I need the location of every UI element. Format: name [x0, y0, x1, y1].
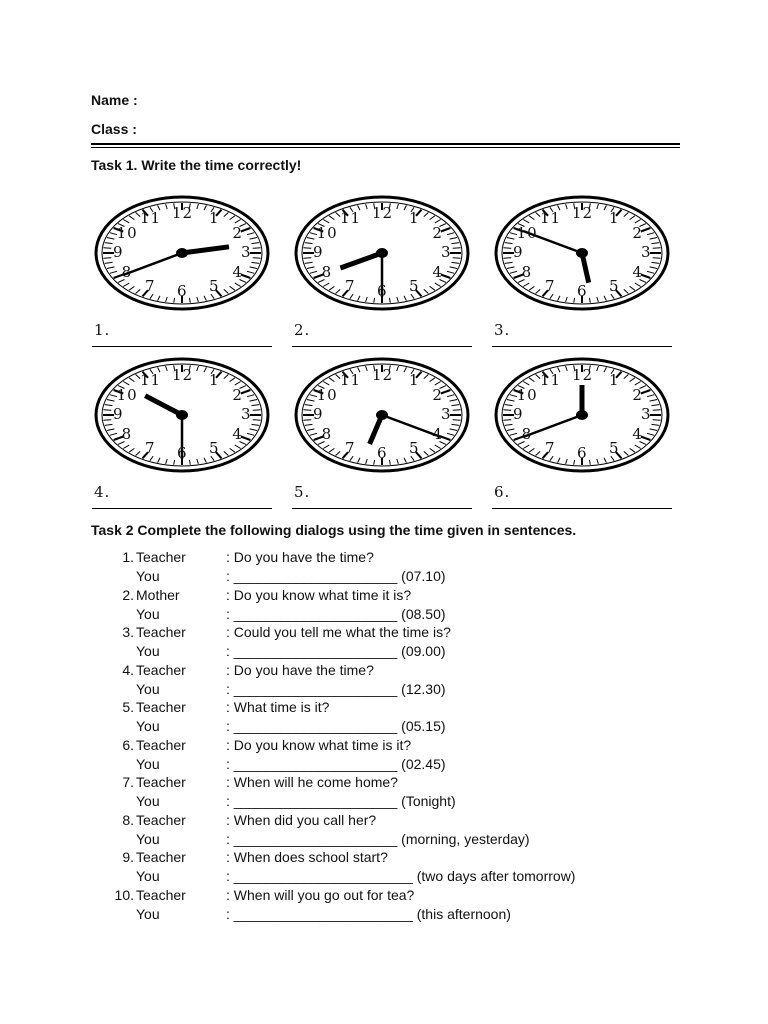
dial-number: 1	[409, 371, 420, 390]
dialog-speaker: Teacher	[136, 849, 186, 865]
clock-4	[92, 357, 272, 501]
dialog-reply-blank: : _______________________ (two days after tomorrow)	[226, 868, 576, 884]
dial-number: 12	[572, 204, 594, 222]
clock-2	[292, 195, 472, 339]
dial-number: 10	[316, 385, 338, 404]
dial-number: 5	[209, 438, 220, 457]
dialog-reply-blank: : _____________________ (07.10)	[226, 568, 446, 584]
dial-number: 2	[632, 223, 643, 242]
dial-number: 9	[513, 405, 524, 423]
dialog-number: 3.	[122, 624, 134, 640]
dialog-question: : Do you know what time is it?	[226, 736, 412, 753]
dial-number: 5	[609, 276, 620, 295]
dial-number: 4	[632, 424, 643, 443]
dial-number: 9	[113, 243, 124, 261]
dialog-reply-speaker: You	[136, 568, 160, 584]
dial-number: 6	[377, 282, 388, 300]
dialog-reply-speaker: You	[136, 718, 160, 734]
dial-number: 12	[172, 204, 194, 222]
dial-number: 9	[113, 405, 124, 423]
dial-number: 11	[140, 371, 162, 390]
dial-number: 3	[641, 243, 652, 261]
class-label: Class :	[91, 121, 137, 137]
dialog-number: 8.	[122, 811, 134, 828]
dial-number: 8	[121, 424, 133, 443]
header-divider	[91, 143, 680, 145]
name-label: Name :	[91, 92, 138, 108]
dial-number: 6	[577, 282, 588, 300]
clock-number-label: 1.	[94, 321, 111, 339]
dialog-question: : When does school start?	[226, 849, 388, 865]
dial-number: 4	[432, 262, 443, 281]
dial-number: 10	[116, 385, 138, 404]
dialog-speaker: Teacher	[136, 624, 186, 640]
dial-number: 5	[409, 438, 420, 457]
dial-number: 5	[209, 276, 220, 295]
answer-line[interactable]	[92, 346, 272, 347]
dial-number: 3	[241, 405, 252, 423]
dialog-number: 9.	[122, 849, 134, 865]
dialog-speaker: Mother	[136, 586, 180, 603]
dial-number: 7	[545, 276, 556, 295]
dialog-reply-speaker: You	[136, 868, 160, 884]
dialog-reply-blank: : _____________________ (12.30)	[226, 680, 446, 697]
dial-number: 10	[116, 223, 138, 242]
dialog-question: : Do you have the time?	[226, 661, 374, 678]
dialog-question: : Do you have the time?	[226, 549, 374, 565]
dial-number: 9	[513, 243, 524, 261]
dial-number: 4	[432, 424, 443, 443]
dial-number: 11	[340, 209, 362, 228]
answer-line[interactable]	[92, 508, 272, 509]
dial-number: 10	[516, 223, 538, 242]
dialog-number: 5.	[122, 699, 134, 715]
dial-number: 1	[609, 209, 620, 228]
answer-line[interactable]	[492, 346, 672, 347]
dialog-reply-speaker: You	[136, 643, 160, 659]
clock-6	[492, 357, 672, 501]
dialog-question: : Could you tell me what the time is?	[226, 624, 451, 640]
clock-5	[292, 357, 472, 501]
dial-number: 10	[316, 223, 338, 242]
dialog-number: 4.	[122, 661, 134, 678]
dial-number: 9	[313, 405, 324, 423]
dial-number: 4	[632, 262, 643, 281]
dial-number: 9	[313, 243, 324, 261]
dial-number: 5	[609, 438, 620, 457]
dial-number: 2	[432, 223, 443, 242]
dial-number: 11	[140, 209, 162, 228]
dial-number: 7	[345, 276, 356, 295]
dial-number: 3	[641, 405, 652, 423]
clock-number-label: 4.	[94, 483, 111, 501]
dial-number: 6	[577, 444, 588, 462]
dial-number: 6	[377, 444, 388, 462]
dialog-reply-blank: : _______________________ (this afternoon)	[226, 905, 511, 922]
dial-number: 2	[232, 385, 243, 404]
dialog-reply-blank: : _____________________ (09.00)	[226, 643, 446, 659]
dialog-number: 7.	[122, 774, 134, 790]
clock-number-label: 2.	[294, 321, 311, 339]
task2-title: Task 2 Complete the following dialogs using the time given in sentences.	[91, 522, 577, 538]
clock-number-label: 3.	[494, 321, 511, 339]
dial-number: 7	[545, 438, 556, 457]
answer-line[interactable]	[292, 508, 472, 509]
dial-number: 8	[521, 424, 533, 443]
header-divider-thin	[91, 147, 680, 148]
dial-number: 2	[632, 385, 643, 404]
dial-number: 12	[572, 366, 594, 384]
dialog-reply-speaker: You	[136, 605, 160, 622]
dialog-speaker: Teacher	[136, 549, 186, 565]
dialog-question: : What time is it?	[226, 699, 330, 715]
dial-number: 1	[409, 209, 420, 228]
dial-number: 11	[540, 371, 562, 390]
dial-number: 7	[145, 438, 156, 457]
dialog-reply-speaker: You	[136, 680, 160, 697]
dial-number: 2	[232, 223, 243, 242]
dialog-reply-speaker: You	[136, 793, 160, 809]
dialog-speaker: Teacher	[136, 699, 186, 715]
dialog-speaker: Teacher	[136, 886, 186, 903]
answer-line[interactable]	[492, 508, 672, 509]
dialog-number: 1.	[122, 549, 134, 565]
clock-number-label: 5.	[294, 483, 311, 501]
dial-number: 2	[432, 385, 443, 404]
dial-number: 8	[121, 262, 133, 281]
dialog-number: 2.	[122, 586, 134, 603]
dial-number: 1	[209, 371, 220, 390]
dialog-reply-blank: : _____________________ (Tonight)	[226, 793, 456, 809]
dial-number: 12	[172, 366, 194, 384]
dialog-question: : Do you know what time it is?	[226, 586, 412, 603]
dialog-reply-speaker: You	[136, 905, 160, 922]
dialog-speaker: Teacher	[136, 811, 186, 828]
dialog-reply-speaker: You	[136, 830, 160, 847]
dialog-speaker: Teacher	[136, 736, 186, 753]
dial-number: 12	[372, 366, 394, 384]
dialog-number: 10.	[114, 886, 134, 903]
dial-number: 12	[372, 204, 394, 222]
dialog-reply-blank: : _____________________ (02.45)	[226, 755, 446, 772]
dial-number: 8	[321, 424, 333, 443]
dialog-question: : When will he come home?	[226, 774, 398, 790]
dialog-reply-blank: : _____________________ (08.50)	[226, 605, 446, 622]
dial-number: 6	[177, 444, 188, 462]
dialog-speaker: Teacher	[136, 774, 186, 790]
dialog-speaker: Teacher	[136, 661, 186, 678]
dial-number: 3	[241, 243, 252, 261]
clock-3	[492, 195, 672, 339]
dialog-reply-speaker: You	[136, 755, 160, 772]
dial-number: 8	[321, 262, 333, 281]
dial-number: 5	[409, 276, 420, 295]
dial-number: 3	[441, 405, 452, 423]
dialog-question: : When will you go out for tea?	[226, 886, 415, 903]
dial-number: 3	[441, 243, 452, 261]
dial-number: 10	[516, 385, 538, 404]
answer-line[interactable]	[292, 346, 472, 347]
dial-number: 4	[232, 424, 243, 443]
dial-number: 4	[232, 262, 243, 281]
dial-number: 11	[540, 209, 562, 228]
dial-number: 7	[145, 276, 156, 295]
dial-number: 6	[177, 282, 188, 300]
clock-1	[92, 195, 272, 339]
dial-number: 11	[340, 371, 362, 390]
dialog-question: : When did you call her?	[226, 811, 377, 828]
clock-number-label: 6.	[494, 483, 511, 501]
dialog-reply-blank: : _____________________ (05.15)	[226, 718, 446, 734]
dialog-number: 6.	[122, 736, 134, 753]
dial-number: 7	[345, 438, 356, 457]
task1-title: Task 1. Write the time correctly!	[91, 157, 302, 173]
dial-number: 1	[209, 209, 220, 228]
dialog-reply-blank: : _____________________ (morning, yesterday)	[226, 830, 530, 847]
dial-number: 8	[521, 262, 533, 281]
dial-number: 1	[609, 371, 620, 390]
